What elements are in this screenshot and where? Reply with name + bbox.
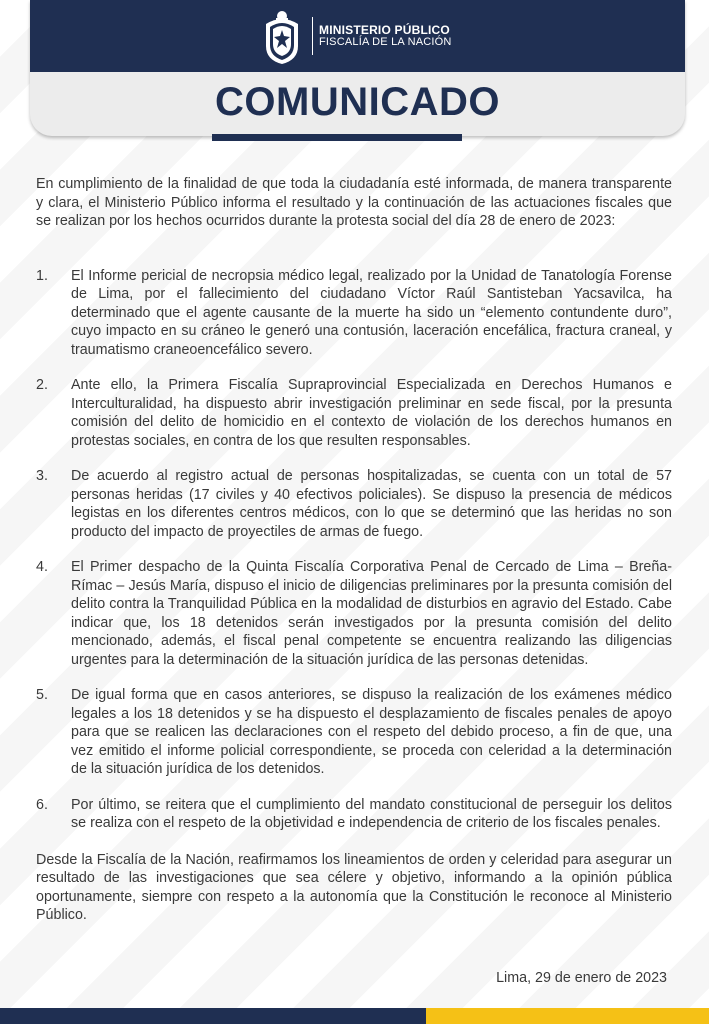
- seal-icon: [260, 6, 304, 66]
- logo: [260, 6, 452, 66]
- logo-divider: [312, 17, 313, 55]
- item-text: Por último, se reitera que el cumplimiento del mandato constitucional de perseguir los delitos se realiza con el respeto de la objetividad e independencia de criterio de los fiscales penales.: [71, 796, 672, 831]
- item-text: De igual forma que en casos anteriores, se dispuso la realización de los exámenes médico legales a los 18 detenidos y se ha dispuesto el desplazamiento de fiscales penales de apoyo para que se realicen las declaraciones con el respeto del debido proceso, a fin de que, una vez emitido el informe policial correspondiente, se proceda con celeridad a la determinación de la situación jurídica de los detenidos.: [71, 687, 672, 777]
- item-text: El Primer despacho de la Quinta Fiscalía Corporativa Penal de Cercado de Lima – Breña-Rímac – Jesús María, dispuso el inicio de diligencias preliminares por la presunta comisión del delito contra la Tranquilidad Pública en la modalidad de disturbios en agravio del Estado. Cabe indicar que, los 18 detenidos serán investigados por la presunta comisión del delito mencionado, además, el fiscal penal competente se encuentra realizando las diligencias urgentes para la determinación de la situación jurídica de las personas detenidas.: [71, 559, 672, 668]
- closing-paragraph: Desde la Fiscalía de la Nación, reafirmamos los lineamientos de orden y celeridad para asegurar un resultado de las investigaciones que sea célere y objetivo, informando a la opinión pública oportunamente, siempre con respeto a la autonomía que la Constitución le reconoce al Ministerio Público.: [36, 851, 672, 923]
- item-number: 1.: [36, 267, 48, 284]
- org-name: [319, 24, 452, 48]
- item-number: 3.: [36, 468, 48, 484]
- item-number: 2.: [36, 377, 48, 393]
- list-item: [36, 376, 672, 450]
- date-line: Lima, 29 de enero de 2023: [496, 970, 667, 986]
- list-item: [36, 267, 672, 360]
- list-item: [36, 686, 672, 779]
- header: [30, 0, 685, 136]
- footer-bar-gold: [426, 1008, 709, 1024]
- item-text: El Informe pericial de necropsia médico legal, realizado por la Unidad de Tanatología Forense de Lima, por el fallecimiento del ciudadano Víctor Raúl Santisteban Yacsavilca, ha determinado que el agente causante de la muerte ha sido un “elemento contundente duro”, cuyo impacto en su cráneo le generó una contusión, laceración encefálica, fractura craneal, y traumatismo craneoencefálico severo.: [71, 267, 672, 358]
- item-number: 4.: [36, 559, 48, 575]
- list-item: [36, 558, 672, 669]
- item-text: De acuerdo al registro actual de personas hospitalizadas, se cuenta con un total de 57 personas heridas (17 civiles y 40 efectivos policiales). Se dispuso la presencia de médicos legistas en los diferentes centros médicos, con lo que se determinó que las heridas no son producto del impacto de proyectiles de armas de fuego.: [71, 468, 672, 540]
- header-band: [30, 0, 685, 72]
- org-name-line2: FISCALÍA DE LA NACIÓN: [319, 36, 452, 48]
- item-number: 6.: [36, 796, 48, 813]
- intro-paragraph: En cumplimiento de la finalidad de que toda la ciudadanía esté informada, de manera transparente y clara, el Ministerio Público informa el resultado y la continuación de las actuaciones fiscales que se realizan por los hechos ocurridos durante la protesta social del día 28 de enero de 2023:: [36, 176, 672, 229]
- item-number: 5.: [36, 687, 48, 703]
- org-name-line1: MINISTERIO PÚBLICO: [319, 23, 450, 37]
- list-item: [36, 796, 672, 833]
- numbered-list: [36, 267, 672, 833]
- communique-body: [36, 175, 672, 925]
- footer-bar-blue: [0, 1008, 426, 1024]
- page-title: COMUNICADO: [215, 80, 500, 124]
- title-underline: [212, 134, 462, 141]
- list-item: [36, 467, 672, 541]
- item-text: Ante ello, la Primera Fiscalía Supraprovincial Especializada en Derechos Humanos e Interculturalidad, ha dispuesto abrir investigación preliminar en sede fiscal, por la presunta comisión del delito de homicidio en el contexto de violación de los derechos humanos en protestas sociales, en contra de los que resulten responsables.: [71, 377, 672, 449]
